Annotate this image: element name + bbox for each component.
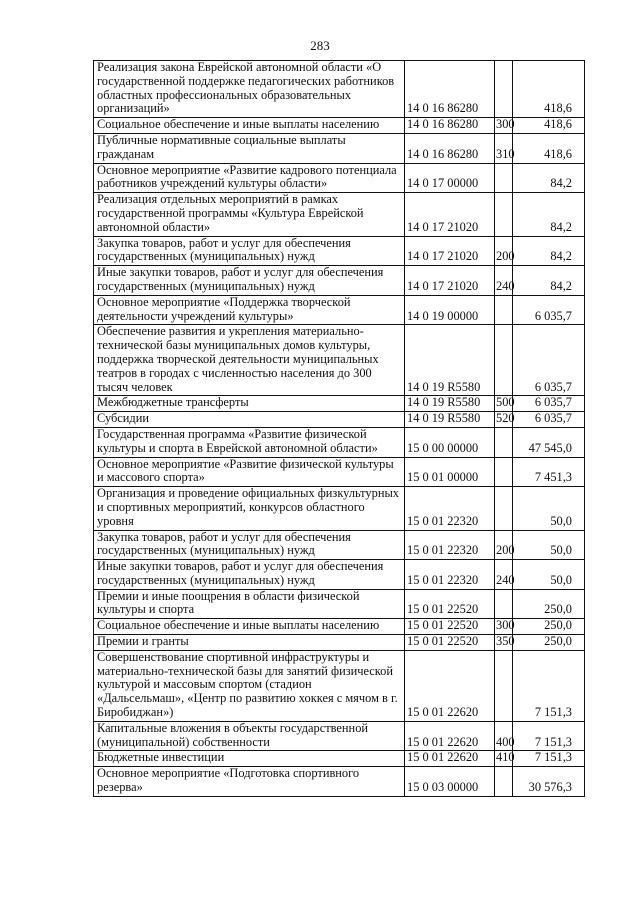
row-code-cell: 14 0 16 86280 [405, 61, 495, 118]
row-type-cell: 240 [495, 266, 513, 296]
row-name-cell: Иные закупки товаров, работ и услуг для обеспечения государственных (муниципальных) нужд [94, 266, 405, 296]
row-name-cell: Капитальные вложения в объекты государственной (муниципальной) собственности [94, 721, 405, 751]
row-type-cell [495, 427, 513, 457]
table-row [94, 487, 585, 530]
row-type-cell: 310 [495, 133, 513, 163]
row-code-cell: 15 0 01 22520 [405, 635, 495, 651]
row-sum-cell: 7 151,3 [513, 650, 585, 721]
row-name-cell: Субсидии [94, 412, 405, 428]
row-code-cell: 14 0 17 21020 [405, 236, 495, 266]
row-code-cell: 15 0 01 22620 [405, 721, 495, 751]
table-row [94, 427, 585, 457]
table-row [94, 530, 585, 560]
row-name-cell: Основное мероприятие «Подготовка спортивного резерва» [94, 767, 405, 797]
row-sum-cell: 7 151,3 [513, 751, 585, 767]
table-row [94, 295, 585, 325]
row-sum-cell: 418,6 [513, 133, 585, 163]
row-sum-cell: 418,6 [513, 61, 585, 118]
table-row [94, 560, 585, 590]
row-type-cell: 200 [495, 530, 513, 560]
page-number: 283 [310, 38, 330, 53]
row-name-cell: Основное мероприятие «Поддержка творческой деятельности учреждений культуры» [94, 295, 405, 325]
row-type-cell: 400 [495, 721, 513, 751]
row-name-cell: Социальное обеспечение и иные выплаты населению [94, 118, 405, 134]
table-row [94, 396, 585, 412]
row-type-cell [495, 650, 513, 721]
row-type-cell: 520 [495, 412, 513, 428]
row-type-cell [495, 457, 513, 487]
row-type-cell: 410 [495, 751, 513, 767]
row-code-cell: 15 0 01 22320 [405, 487, 495, 530]
row-sum-cell: 6 035,7 [513, 295, 585, 325]
row-type-cell [495, 163, 513, 193]
row-code-cell: 15 0 01 22320 [405, 530, 495, 560]
table-row [94, 325, 585, 396]
table-row [94, 61, 585, 118]
row-code-cell: 14 0 17 21020 [405, 266, 495, 296]
row-type-cell [495, 61, 513, 118]
table-row [94, 163, 585, 193]
row-sum-cell: 84,2 [513, 236, 585, 266]
row-sum-cell: 84,2 [513, 163, 585, 193]
row-name-cell: Совершенствование спортивной инфраструктуры и материально-технической базы для занятий физической культурой и массовым спортом (стадион «Дальсельмаш», «Центр по развитию хоккея с мячом в г. Биробиджан») [94, 650, 405, 721]
row-name-cell: Публичные нормативные социальные выплаты гражданам [94, 133, 405, 163]
table-row [94, 650, 585, 721]
row-sum-cell: 250,0 [513, 635, 585, 651]
table-row [94, 589, 585, 619]
row-type-cell: 300 [495, 118, 513, 134]
row-type-cell: 240 [495, 560, 513, 590]
row-code-cell: 15 0 01 22520 [405, 589, 495, 619]
row-sum-cell: 250,0 [513, 619, 585, 635]
row-sum-cell: 84,2 [513, 193, 585, 236]
row-name-cell: Организация и проведение официальных физкультурных и спортивных мероприятий, конкурсов областного уровня [94, 487, 405, 530]
table-row [94, 767, 585, 797]
row-sum-cell: 6 035,7 [513, 412, 585, 428]
row-name-cell: Основное мероприятие «Развитие кадрового потенциала работников учреждений культуры области» [94, 163, 405, 193]
row-name-cell: Закупка товаров, работ и услуг для обеспечения государственных (муниципальных) нужд [94, 236, 405, 266]
table-row [94, 266, 585, 296]
row-name-cell: Бюджетные инвестиции [94, 751, 405, 767]
table-row [94, 193, 585, 236]
row-name-cell: Премии и иные поощрения в области физической культуры и спорта [94, 589, 405, 619]
row-sum-cell: 6 035,7 [513, 325, 585, 396]
row-code-cell: 15 0 01 22520 [405, 619, 495, 635]
row-type-cell: 350 [495, 635, 513, 651]
table-row [94, 619, 585, 635]
row-code-cell: 14 0 19 00000 [405, 295, 495, 325]
table-row [94, 751, 585, 767]
row-name-cell: Основное мероприятие «Развитие физической культуры и массового спорта» [94, 457, 405, 487]
row-type-cell [495, 589, 513, 619]
row-sum-cell: 7 451,3 [513, 457, 585, 487]
row-name-cell: Социальное обеспечение и иные выплаты населению [94, 619, 405, 635]
row-name-cell: Иные закупки товаров, работ и услуг для обеспечения государственных (муниципальных) нужд [94, 560, 405, 590]
row-code-cell: 15 0 01 22620 [405, 751, 495, 767]
budget-table [93, 60, 585, 797]
row-type-cell: 300 [495, 619, 513, 635]
row-code-cell: 15 0 01 22620 [405, 650, 495, 721]
table-row [94, 133, 585, 163]
table-row [94, 721, 585, 751]
row-sum-cell: 30 576,3 [513, 767, 585, 797]
row-code-cell: 14 0 16 86280 [405, 118, 495, 134]
table-body [94, 61, 585, 797]
row-code-cell: 14 0 16 86280 [405, 133, 495, 163]
row-name-cell: Обеспечение развития и укрепления материально-технической базы муниципальных домов культуры, поддержка творческой деятельности муниципальных театров в городах с численностью населения до 300 тысяч человек [94, 325, 405, 396]
row-sum-cell: 6 035,7 [513, 396, 585, 412]
row-code-cell: 14 0 17 00000 [405, 163, 495, 193]
row-code-cell: 14 0 17 21020 [405, 193, 495, 236]
row-sum-cell: 50,0 [513, 560, 585, 590]
row-code-cell: 14 0 19 R5580 [405, 412, 495, 428]
row-code-cell: 15 0 03 00000 [405, 767, 495, 797]
row-name-cell: Реализация отдельных мероприятий в рамках государственной программы «Культура Еврейской автономной области» [94, 193, 405, 236]
row-sum-cell: 50,0 [513, 530, 585, 560]
row-type-cell [495, 325, 513, 396]
row-code-cell: 14 0 19 R5580 [405, 325, 495, 396]
row-sum-cell: 47 545,0 [513, 427, 585, 457]
table-row [94, 118, 585, 134]
row-name-cell: Закупка товаров, работ и услуг для обеспечения государственных (муниципальных) нужд [94, 530, 405, 560]
row-name-cell: Премии и гранты [94, 635, 405, 651]
row-type-cell [495, 487, 513, 530]
row-sum-cell: 418,6 [513, 118, 585, 134]
table-row [94, 457, 585, 487]
row-code-cell: 14 0 19 R5580 [405, 396, 495, 412]
row-name-cell: Межбюджетные трансферты [94, 396, 405, 412]
row-code-cell: 15 0 00 00000 [405, 427, 495, 457]
table-row [94, 236, 585, 266]
table-row [94, 635, 585, 651]
row-type-cell [495, 295, 513, 325]
row-sum-cell: 250,0 [513, 589, 585, 619]
table-row [94, 412, 585, 428]
row-name-cell: Государственная программа «Развитие физической культуры и спорта в Еврейской автономной области» [94, 427, 405, 457]
row-sum-cell: 7 151,3 [513, 721, 585, 751]
row-type-cell: 200 [495, 236, 513, 266]
row-type-cell [495, 767, 513, 797]
row-type-cell [495, 193, 513, 236]
row-code-cell: 15 0 01 22320 [405, 560, 495, 590]
row-type-cell: 500 [495, 396, 513, 412]
row-sum-cell: 84,2 [513, 266, 585, 296]
row-sum-cell: 50,0 [513, 487, 585, 530]
row-code-cell: 15 0 01 00000 [405, 457, 495, 487]
row-name-cell: Реализация закона Еврейской автономной области «О государственной поддержке педагогических работников областных профессиональных образовательных организаций» [94, 61, 405, 118]
